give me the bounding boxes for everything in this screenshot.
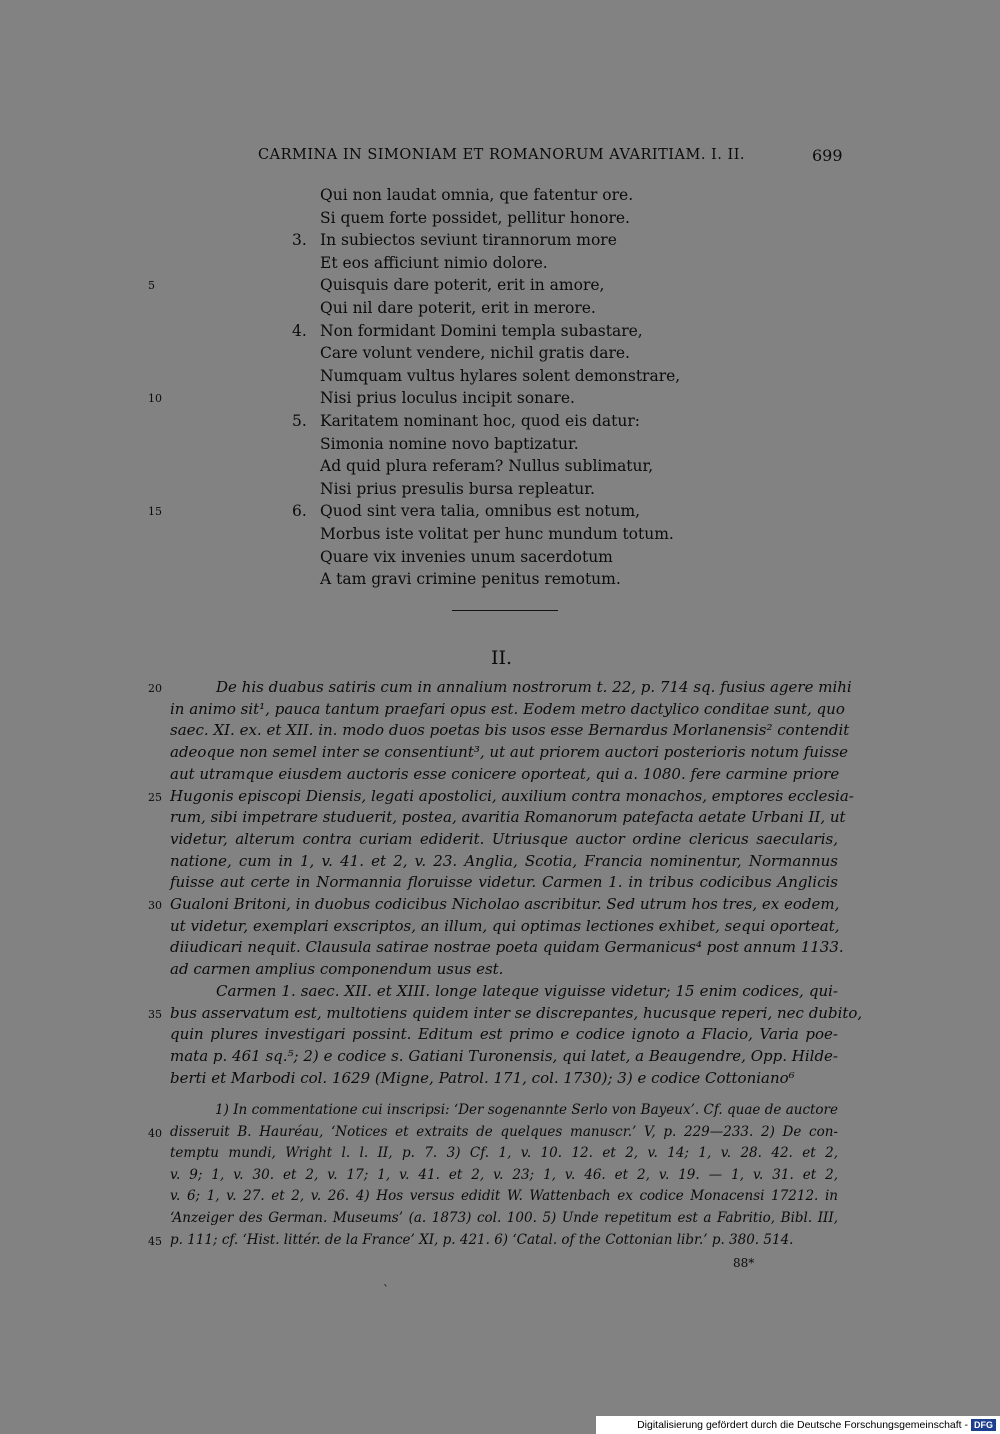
line-number: 30 bbox=[148, 899, 162, 912]
stanza-number: 3. bbox=[292, 231, 307, 250]
verse-line: Nisi prius presulis bursa repleatur. bbox=[320, 479, 595, 498]
dfg-logo: DFG bbox=[971, 1419, 996, 1431]
footnote-line: temptu mundi, Wright l. l. II, p. 7. 3) Cf. 1, v. 10. 12. et 2, v. 14; 1, v. 28. 42. et 2, bbox=[170, 1145, 838, 1162]
verse-line: Nisi prius loculus incipit sonare. bbox=[320, 389, 575, 408]
footnote-line: 1) In commentatione cui inscripsi: ‘Der sogenannte Serlo von Bayeux’. Cf. quae de auctore bbox=[215, 1102, 838, 1118]
stanza-number: 6. bbox=[292, 502, 307, 521]
prose-line: Hugonis episcopi Diensis, legati apostolici, auxilium contra monachos, emptores ecclesia- bbox=[170, 786, 854, 805]
prose-line: Gualoni Britoni, in duobus codicibus Nicholao ascribitur. Sed utrum hos tres, ex eodem, bbox=[170, 895, 840, 913]
footnote-line: v. 6; 1, v. 27. et 2, v. 26. 4) Hos versus edidit W. Wattenbach ex codice Monacensi 17212. in bbox=[170, 1188, 838, 1205]
stray-mark: ` bbox=[383, 1283, 389, 1297]
stanza-number: 4. bbox=[292, 321, 307, 340]
stanza-number: 5. bbox=[292, 412, 307, 430]
running-head-title: CARMINA IN SIMONIAM ET ROMANORUM AVARITIAM. I. II. bbox=[258, 147, 746, 163]
verse-line: Qui non laudat omnia, que fatentur ore. bbox=[320, 186, 634, 204]
verse-line: Quisquis dare poterit, erit in amore, bbox=[320, 276, 605, 295]
prose-line: diiudicari nequit. Clausula satirae nostrae poeta quidam Germanicus⁴ post annum 1133. bbox=[170, 938, 844, 957]
prose-line: fuisse aut certe in Normannia floruisse videtur. Carmen 1. in tribus codicibus Anglicis bbox=[170, 873, 838, 892]
line-number: 35 bbox=[148, 1007, 162, 1021]
prose-line: aut utramque eiusdem auctoris esse conicere oporteat, qui a. 1080. fere carmine priore bbox=[170, 764, 840, 783]
line-number: 15 bbox=[148, 505, 162, 519]
prose-line: bus asservatum est, multotiens quidem inter se discrepantes, hucusque reperi, nec dubito, bbox=[170, 1003, 863, 1022]
line-number: 25 bbox=[148, 790, 162, 804]
verse-line: Numquam vultus hylares solent demonstrare, bbox=[320, 366, 681, 385]
line-number: 10 bbox=[148, 392, 162, 406]
section-divider-rule bbox=[452, 610, 558, 611]
prose-line: Carmen 1. saec. XII. et XIII. longe lateque viguisse videtur; 15 enim codices, qui- bbox=[216, 981, 838, 1000]
verse-line: Quare vix invenies unum sacerdotum bbox=[320, 547, 613, 566]
page-number: 699 bbox=[812, 146, 843, 165]
prose-line: ad carmen amplius componendum usus est. bbox=[170, 960, 504, 979]
verse-line: Quod sint vera talia, omnibus est notum, bbox=[320, 502, 641, 521]
line-number: 20 bbox=[148, 682, 162, 695]
prose-line: De his duabus satiris cum in annalium nostrorum t. 22, p. 714 sq. fusius agere mihi bbox=[216, 678, 852, 696]
verse-line: Qui nil dare poterit, erit in merore. bbox=[320, 299, 596, 317]
verse-line: Simonia nomine novo baptizatur. bbox=[320, 434, 579, 453]
verse-line: Care volunt vendere, nichil gratis dare. bbox=[320, 344, 630, 363]
line-number: 45 bbox=[148, 1234, 162, 1248]
verse-line: Morbus iste volitat per hunc mundum totum. bbox=[320, 525, 674, 543]
digitization-footer bbox=[596, 1416, 1000, 1434]
prose-line: mata p. 461 sq.⁵; 2) e codice s. Gatiani Turonensis, qui latet, a Beaugendre, Opp. Hilde- bbox=[170, 1046, 838, 1065]
verse-line: In subiectos seviunt tirannorum more bbox=[320, 231, 617, 250]
footnote-line: p. 111; cf. ‘Hist. littér. de la France’ XI, p. 421. 6) ‘Catal. of the Cottonian libr.’ p. 380. 514. bbox=[170, 1231, 794, 1248]
prose-line: saec. XI. ex. et XII. in. modo duos poetas bis usos esse Bernardus Morlanensis² contendit bbox=[170, 721, 850, 740]
signature-mark: 88* bbox=[733, 1256, 755, 1270]
prose-line: videtur, alterum contra curiam ediderit. Utriusque auctor ordine clericus saecularis, bbox=[170, 829, 838, 848]
verse-line: Ad quid plura referam? Nullus sublimatur, bbox=[320, 457, 654, 476]
prose-line: ut videtur, exemplari exscriptos, an illum, qui optimas lectiones exhibet, sequi oporteat, bbox=[170, 916, 840, 935]
footer-text: Digitalisierung gefördert durch die Deutsche Forschungsgemeinschaft - bbox=[637, 1419, 968, 1431]
verse-line: Karitatem nominant hoc, quod eis datur: bbox=[320, 412, 640, 430]
prose-line: quin plures investigari possint. Editum est primo e codice ignoto a Flacio, Varia poe- bbox=[170, 1025, 838, 1044]
footnote-line: disseruit B. Hauréau, ‘Notices et extraits de quelques manuscr.’ V, p. 229—233. 2) De con- bbox=[170, 1123, 838, 1140]
prose-line: in animo sit¹, pauca tantum praefari opus est. Eodem metro dactylico conditae sunt, quo bbox=[170, 699, 845, 718]
line-number: 40 bbox=[148, 1126, 162, 1140]
verse-line: Non formidant Domini templa subastare, bbox=[320, 321, 643, 340]
prose-line: rum, sibi impetrare studuerit, postea, avaritia Romanorum patefacta aetate Urbani II, ut bbox=[170, 808, 846, 827]
footnote-line: v. 9; 1, v. 30. et 2, v. 17; 1, v. 41. et 2, v. 23; 1, v. 46. et 2, v. 19. — 1, v. 31. et 2, bbox=[170, 1166, 838, 1183]
prose-line: adeoque non semel inter se consentiunt³, ut aut priorem auctori posterioris notum fuisse bbox=[170, 743, 849, 762]
verse-line: A tam gravi crimine penitus remotum. bbox=[320, 570, 621, 589]
prose-line: natione, cum in 1, v. 41. et 2, v. 23. Anglia, Scotia, Francia nominentur, Normannus bbox=[170, 851, 838, 870]
prose-line: berti et Marbodi col. 1629 (Migne, Patrol. 171, col. 1730); 3) e codice Cottoniano⁶ bbox=[170, 1068, 795, 1087]
section-heading: II. bbox=[491, 647, 513, 669]
line-number: 5 bbox=[148, 279, 155, 293]
verse-line: Si quem forte possidet, pellitur honore. bbox=[320, 208, 630, 227]
verse-line: Et eos afficiunt nimio dolore. bbox=[320, 253, 548, 272]
footnote-line: ‘Anzeiger des German. Museums’ (a. 1873) col. 100. 5) Unde repetitum est a Fabritio, Bibl. III, bbox=[170, 1210, 838, 1226]
